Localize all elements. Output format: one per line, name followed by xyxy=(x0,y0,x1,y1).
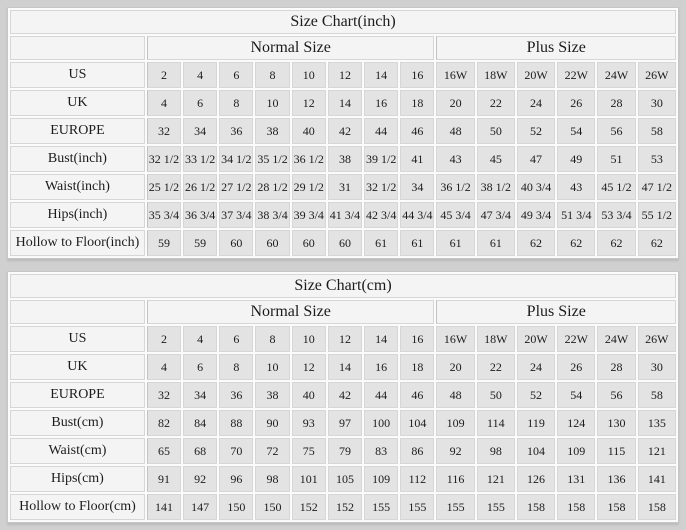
size-cell: 48 xyxy=(436,382,474,408)
size-cell: 38 1/2 xyxy=(477,174,515,200)
size-cell: 38 xyxy=(328,146,362,172)
size-cell: 68 xyxy=(183,438,217,464)
size-cell: 39 3/4 xyxy=(292,202,326,228)
size-cell: 115 xyxy=(597,438,635,464)
size-cell: 53 xyxy=(638,146,676,172)
size-cell: 48 xyxy=(436,118,474,144)
size-cell: 43 xyxy=(436,146,474,172)
size-cell: 100 xyxy=(364,410,398,436)
size-cell: 51 xyxy=(597,146,635,172)
plus-size-header: Plus Size xyxy=(436,300,676,324)
size-cell: 29 1/2 xyxy=(292,174,326,200)
size-cell: 61 xyxy=(364,230,398,256)
size-cell: 14 xyxy=(328,354,362,380)
row-label: US xyxy=(10,326,145,352)
size-cell: 109 xyxy=(557,438,595,464)
size-cell: 40 3/4 xyxy=(517,174,555,200)
size-cell: 101 xyxy=(292,466,326,492)
size-cell: 44 3/4 xyxy=(400,202,434,228)
size-cell: 18 xyxy=(400,354,434,380)
size-cell: 116 xyxy=(436,466,474,492)
size-cell: 22W xyxy=(557,62,595,88)
size-cell: 22 xyxy=(477,354,515,380)
size-cell: 55 1/2 xyxy=(638,202,676,228)
size-cell: 52 xyxy=(517,382,555,408)
size-cell: 2 xyxy=(147,62,181,88)
row-label: Waist(cm) xyxy=(10,438,145,464)
size-cell: 98 xyxy=(477,438,515,464)
size-cell: 46 xyxy=(400,382,434,408)
size-chart-cm-table xyxy=(7,271,679,523)
row-label: UK xyxy=(10,354,145,380)
size-cell: 93 xyxy=(292,410,326,436)
size-cell: 36 1/2 xyxy=(292,146,326,172)
size-cell: 58 xyxy=(638,118,676,144)
size-cell: 54 xyxy=(557,118,595,144)
size-cell: 121 xyxy=(638,438,676,464)
size-cell: 49 xyxy=(557,146,595,172)
size-cell: 82 xyxy=(147,410,181,436)
row-label: EUROPE xyxy=(10,382,145,408)
size-cell: 121 xyxy=(477,466,515,492)
size-cell: 119 xyxy=(517,410,555,436)
size-cell: 42 xyxy=(328,382,362,408)
table-row xyxy=(10,202,676,228)
size-cell: 36 3/4 xyxy=(183,202,217,228)
size-cell: 4 xyxy=(183,326,217,352)
size-cell: 22W xyxy=(557,326,595,352)
size-cell: 25 1/2 xyxy=(147,174,181,200)
size-cell: 34 xyxy=(183,382,217,408)
size-cell: 12 xyxy=(292,354,326,380)
row-label: EUROPE xyxy=(10,118,145,144)
size-cell: 16 xyxy=(364,90,398,116)
size-cell: 41 3/4 xyxy=(328,202,362,228)
size-cell: 50 xyxy=(477,382,515,408)
size-cell: 24W xyxy=(597,326,635,352)
size-cell: 14 xyxy=(328,90,362,116)
size-cell: 35 3/4 xyxy=(147,202,181,228)
size-cell: 28 xyxy=(597,354,635,380)
size-cell: 16W xyxy=(436,326,474,352)
size-cell: 4 xyxy=(147,90,181,116)
size-cell: 35 1/2 xyxy=(255,146,289,172)
size-cell: 91 xyxy=(147,466,181,492)
size-cell: 6 xyxy=(219,326,253,352)
size-cell: 51 3/4 xyxy=(557,202,595,228)
size-cell: 32 1/2 xyxy=(364,174,398,200)
size-cell: 38 xyxy=(255,118,289,144)
size-cell: 136 xyxy=(597,466,635,492)
size-cell: 62 xyxy=(638,230,676,256)
table-row xyxy=(10,410,676,436)
size-cell: 28 xyxy=(597,90,635,116)
size-cell: 36 xyxy=(219,382,253,408)
size-cell: 158 xyxy=(638,494,676,520)
size-cell: 60 xyxy=(292,230,326,256)
size-cell: 59 xyxy=(183,230,217,256)
size-cell: 36 1/2 xyxy=(436,174,474,200)
size-cell: 104 xyxy=(400,410,434,436)
size-cell: 16W xyxy=(436,62,474,88)
size-cell: 40 xyxy=(292,118,326,144)
size-cell: 62 xyxy=(597,230,635,256)
size-cell: 26W xyxy=(638,326,676,352)
size-cell: 12 xyxy=(292,90,326,116)
size-cell: 98 xyxy=(255,466,289,492)
size-cell: 56 xyxy=(597,382,635,408)
size-cell: 40 xyxy=(292,382,326,408)
row-label: UK xyxy=(10,90,145,116)
size-cell: 61 xyxy=(400,230,434,256)
size-cell: 150 xyxy=(219,494,253,520)
size-cell: 14 xyxy=(364,62,398,88)
size-cell: 88 xyxy=(219,410,253,436)
row-label: Hollow to Floor(inch) xyxy=(10,230,145,256)
size-cell: 30 xyxy=(638,354,676,380)
size-cell: 92 xyxy=(436,438,474,464)
size-cell: 141 xyxy=(147,494,181,520)
size-cell: 24 xyxy=(517,90,555,116)
size-cell: 96 xyxy=(219,466,253,492)
size-cell: 60 xyxy=(255,230,289,256)
size-cell: 14 xyxy=(364,326,398,352)
size-cell: 70 xyxy=(219,438,253,464)
normal-size-header: Normal Size xyxy=(147,36,435,60)
row-label: US xyxy=(10,62,145,88)
size-cell: 42 xyxy=(328,118,362,144)
size-cell: 124 xyxy=(557,410,595,436)
size-cell: 92 xyxy=(183,466,217,492)
size-cell: 18W xyxy=(477,326,515,352)
size-cell: 20W xyxy=(517,62,555,88)
size-cell: 52 xyxy=(517,118,555,144)
size-group-header-row xyxy=(10,300,676,324)
table-title-row xyxy=(10,10,676,34)
size-cell: 34 xyxy=(400,174,434,200)
size-cell: 155 xyxy=(477,494,515,520)
size-cell: 4 xyxy=(147,354,181,380)
table-title-row xyxy=(10,274,676,298)
size-cell: 61 xyxy=(477,230,515,256)
size-cell: 130 xyxy=(597,410,635,436)
size-cell: 126 xyxy=(517,466,555,492)
size-cell: 6 xyxy=(219,62,253,88)
size-cell: 8 xyxy=(219,90,253,116)
size-cell: 79 xyxy=(328,438,362,464)
size-cell: 2 xyxy=(147,326,181,352)
table-row xyxy=(10,90,676,116)
size-cell: 12 xyxy=(328,62,362,88)
size-cell: 46 xyxy=(400,118,434,144)
size-cell: 112 xyxy=(400,466,434,492)
size-cell: 90 xyxy=(255,410,289,436)
size-cell: 18W xyxy=(477,62,515,88)
size-chart-inch-table xyxy=(7,7,679,259)
size-cell: 6 xyxy=(183,354,217,380)
size-cell: 75 xyxy=(292,438,326,464)
table-row xyxy=(10,62,676,88)
size-cell: 39 1/2 xyxy=(364,146,398,172)
size-cell: 20W xyxy=(517,326,555,352)
size-cell: 8 xyxy=(219,354,253,380)
size-cell: 155 xyxy=(364,494,398,520)
table-row xyxy=(10,326,676,352)
size-cell: 104 xyxy=(517,438,555,464)
size-cell: 84 xyxy=(183,410,217,436)
row-label: Bust(cm) xyxy=(10,410,145,436)
size-cell: 158 xyxy=(597,494,635,520)
size-cell: 30 xyxy=(638,90,676,116)
size-cell: 62 xyxy=(557,230,595,256)
size-cell: 38 xyxy=(255,382,289,408)
size-cell: 109 xyxy=(436,410,474,436)
size-cell: 158 xyxy=(557,494,595,520)
size-cell: 34 1/2 xyxy=(219,146,253,172)
size-cell: 22 xyxy=(477,90,515,116)
size-cell: 10 xyxy=(292,326,326,352)
size-cell: 47 1/2 xyxy=(638,174,676,200)
size-cell: 28 1/2 xyxy=(255,174,289,200)
size-cell: 53 3/4 xyxy=(597,202,635,228)
size-cell: 49 3/4 xyxy=(517,202,555,228)
normal-size-header: Normal Size xyxy=(147,300,435,324)
table-row xyxy=(10,438,676,464)
table-title: Size Chart(cm) xyxy=(10,274,676,298)
size-cell: 32 1/2 xyxy=(147,146,181,172)
size-cell: 32 xyxy=(147,382,181,408)
size-cell: 44 xyxy=(364,382,398,408)
size-cell: 42 3/4 xyxy=(364,202,398,228)
size-cell: 10 xyxy=(255,90,289,116)
size-cell: 37 3/4 xyxy=(219,202,253,228)
size-cell: 8 xyxy=(255,326,289,352)
size-cell: 16 xyxy=(364,354,398,380)
size-cell: 20 xyxy=(436,354,474,380)
size-cell: 16 xyxy=(400,62,434,88)
size-cell: 10 xyxy=(255,354,289,380)
table-row xyxy=(10,466,676,492)
size-cell: 24W xyxy=(597,62,635,88)
size-cell: 152 xyxy=(292,494,326,520)
size-cell: 33 1/2 xyxy=(183,146,217,172)
size-cell: 41 xyxy=(400,146,434,172)
row-label: Hips(cm) xyxy=(10,466,145,492)
size-cell: 150 xyxy=(255,494,289,520)
size-cell: 83 xyxy=(364,438,398,464)
size-cell: 60 xyxy=(219,230,253,256)
size-cell: 45 xyxy=(477,146,515,172)
plus-size-header: Plus Size xyxy=(436,36,676,60)
size-cell: 54 xyxy=(557,382,595,408)
size-cell: 155 xyxy=(436,494,474,520)
table-row xyxy=(10,354,676,380)
table-row xyxy=(10,174,676,200)
size-cell: 26 xyxy=(557,90,595,116)
table-row xyxy=(10,230,676,256)
table-row xyxy=(10,146,676,172)
size-cell: 135 xyxy=(638,410,676,436)
size-cell: 45 3/4 xyxy=(436,202,474,228)
corner-spacer xyxy=(10,36,145,60)
table-title: Size Chart(inch) xyxy=(10,10,676,34)
size-cell: 147 xyxy=(183,494,217,520)
size-cell: 50 xyxy=(477,118,515,144)
size-cell: 131 xyxy=(557,466,595,492)
size-group-header-row xyxy=(10,36,676,60)
size-cell: 26 xyxy=(557,354,595,380)
size-cell: 47 3/4 xyxy=(477,202,515,228)
row-label: Bust(inch) xyxy=(10,146,145,172)
size-cell: 8 xyxy=(255,62,289,88)
size-cell: 44 xyxy=(364,118,398,144)
size-cell: 26 1/2 xyxy=(183,174,217,200)
size-cell: 10 xyxy=(292,62,326,88)
size-cell: 109 xyxy=(364,466,398,492)
size-cell: 65 xyxy=(147,438,181,464)
size-cell: 97 xyxy=(328,410,362,436)
size-cell: 45 1/2 xyxy=(597,174,635,200)
size-cell: 20 xyxy=(436,90,474,116)
size-cell: 141 xyxy=(638,466,676,492)
size-cell: 36 xyxy=(219,118,253,144)
size-cell: 105 xyxy=(328,466,362,492)
size-cell: 12 xyxy=(328,326,362,352)
table-row xyxy=(10,494,676,520)
row-label: Waist(inch) xyxy=(10,174,145,200)
size-cell: 152 xyxy=(328,494,362,520)
size-cell: 34 xyxy=(183,118,217,144)
row-label: Hips(inch) xyxy=(10,202,145,228)
size-cell: 60 xyxy=(328,230,362,256)
size-cell: 4 xyxy=(183,62,217,88)
size-cell: 59 xyxy=(147,230,181,256)
size-cell: 32 xyxy=(147,118,181,144)
size-cell: 62 xyxy=(517,230,555,256)
size-cell: 158 xyxy=(517,494,555,520)
size-cell: 18 xyxy=(400,90,434,116)
corner-spacer xyxy=(10,300,145,324)
size-cell: 16 xyxy=(400,326,434,352)
size-cell: 43 xyxy=(557,174,595,200)
size-cell: 38 3/4 xyxy=(255,202,289,228)
size-cell: 58 xyxy=(638,382,676,408)
row-label: Hollow to Floor(cm) xyxy=(10,494,145,520)
size-cell: 72 xyxy=(255,438,289,464)
size-cell: 114 xyxy=(477,410,515,436)
size-cell: 155 xyxy=(400,494,434,520)
table-row xyxy=(10,382,676,408)
size-cell: 24 xyxy=(517,354,555,380)
size-cell: 61 xyxy=(436,230,474,256)
table-row xyxy=(10,118,676,144)
size-cell: 86 xyxy=(400,438,434,464)
size-cell: 31 xyxy=(328,174,362,200)
size-cell: 27 1/2 xyxy=(219,174,253,200)
size-cell: 26W xyxy=(638,62,676,88)
size-cell: 47 xyxy=(517,146,555,172)
size-cell: 56 xyxy=(597,118,635,144)
size-cell: 6 xyxy=(183,90,217,116)
